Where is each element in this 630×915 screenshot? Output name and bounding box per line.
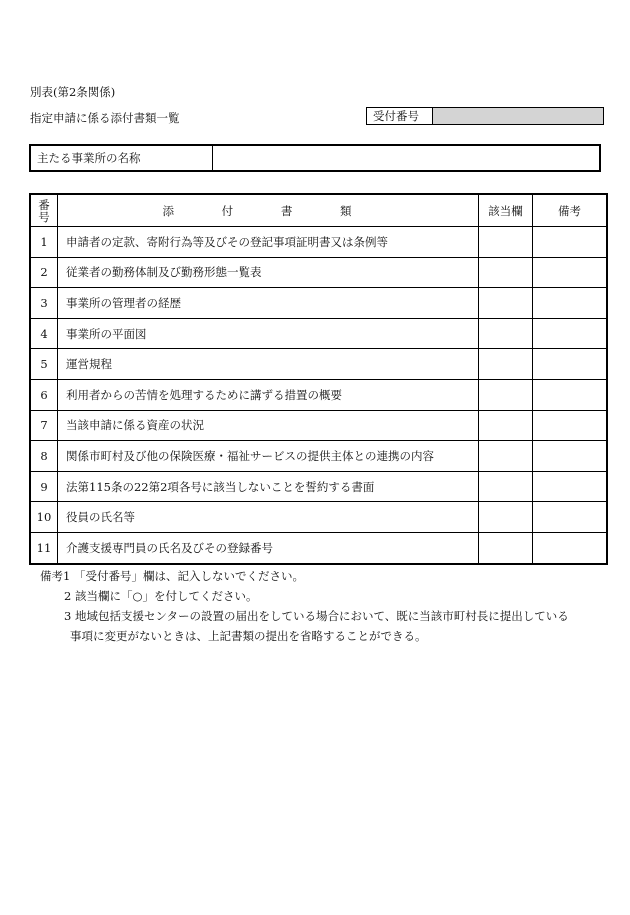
header-number (30, 194, 58, 227)
row-remarks-cell[interactable] (533, 532, 608, 563)
table-row (30, 502, 607, 533)
row-remarks-cell[interactable] (533, 410, 608, 441)
table-body (30, 227, 607, 564)
row-number: 7 (30, 410, 58, 441)
row-number: 2 (30, 257, 58, 288)
row-document-name: 申請者の定款、寄附行為等及びその登記事項証明書又は条例等 (58, 227, 479, 258)
table-row (30, 227, 607, 258)
row-document-name: 事業所の平面図 (58, 318, 479, 349)
row-remarks-cell[interactable] (533, 318, 608, 349)
row-number: 10 (30, 502, 58, 533)
table-row (30, 410, 607, 441)
row-document-name: 当該申請に係る資産の状況 (58, 410, 479, 441)
row-number: 9 (30, 471, 58, 502)
row-number: 4 (30, 318, 58, 349)
row-document-name: 運営規程 (58, 349, 479, 380)
header-remarks: 備考 (533, 194, 608, 227)
notes-section (40, 566, 610, 646)
table-row (30, 471, 607, 502)
row-number: 11 (30, 532, 58, 563)
note-3: 3 地域包括支援センターの設置の届出をしている場合において、既に当該市町村長に提出している (64, 609, 569, 623)
row-applicable-cell[interactable] (479, 349, 533, 380)
note-3-continued: 事項に変更がないときは、上記書類の提出を省略することができる。 (70, 629, 427, 643)
table-row (30, 288, 607, 319)
header-number-text: 番 号 (38, 197, 50, 224)
document-title: 指定申請に係る添付書類一覧 (30, 111, 180, 125)
row-remarks-cell[interactable] (533, 379, 608, 410)
row-number: 3 (30, 288, 58, 319)
row-number: 6 (30, 379, 58, 410)
note-1: 備考1 「受付番号」欄は、記入しないでください。 (40, 569, 304, 583)
table-row (30, 441, 607, 472)
row-number: 5 (30, 349, 58, 380)
office-name-label: 主たる事業所の名称 (31, 146, 213, 170)
table-row (30, 318, 607, 349)
row-document-name: 利用者からの苦情を処理するために講ずる措置の概要 (58, 379, 479, 410)
row-number: 8 (30, 441, 58, 472)
receipt-number-box (366, 107, 604, 125)
row-applicable-cell[interactable] (479, 502, 533, 533)
row-applicable-cell[interactable] (479, 410, 533, 441)
table-row (30, 257, 607, 288)
row-applicable-cell[interactable] (479, 471, 533, 502)
row-number: 1 (30, 227, 58, 258)
office-name-box (29, 144, 601, 172)
row-applicable-cell[interactable] (479, 532, 533, 563)
row-applicable-cell[interactable] (479, 227, 533, 258)
appendix-label: 別表(第2条関係) (30, 85, 116, 99)
row-applicable-cell[interactable] (479, 379, 533, 410)
row-remarks-cell[interactable] (533, 257, 608, 288)
attachment-table (29, 193, 608, 565)
row-document-name: 役員の氏名等 (58, 502, 479, 533)
row-applicable-cell[interactable] (479, 257, 533, 288)
row-document-name: 従業者の勤務体制及び勤務形態一覧表 (58, 257, 479, 288)
row-document-name: 法第115条の22第2項各号に該当しないことを誓約する書面 (58, 471, 479, 502)
row-remarks-cell[interactable] (533, 349, 608, 380)
header-document-name: 添 付 書 類 (58, 194, 479, 227)
receipt-number-field[interactable] (433, 108, 603, 124)
row-remarks-cell[interactable] (533, 288, 608, 319)
row-remarks-cell[interactable] (533, 441, 608, 472)
row-applicable-cell[interactable] (479, 318, 533, 349)
receipt-number-label: 受付番号 (367, 108, 433, 124)
header-applicable: 該当欄 (479, 194, 533, 227)
office-name-field[interactable] (213, 146, 599, 170)
row-remarks-cell[interactable] (533, 471, 608, 502)
table-row (30, 349, 607, 380)
table-row (30, 532, 607, 563)
table-row (30, 379, 607, 410)
row-applicable-cell[interactable] (479, 288, 533, 319)
table-header-row (30, 194, 607, 227)
row-remarks-cell[interactable] (533, 227, 608, 258)
row-applicable-cell[interactable] (479, 441, 533, 472)
row-document-name: 介護支援専門員の氏名及びその登録番号 (58, 532, 479, 563)
note-2: 2 該当欄に「○」を付してください。 (64, 589, 258, 603)
row-document-name: 事業所の管理者の経歴 (58, 288, 479, 319)
row-document-name: 関係市町村及び他の保険医療・福祉サービスの提供主体との連携の内容 (58, 441, 479, 472)
row-remarks-cell[interactable] (533, 502, 608, 533)
